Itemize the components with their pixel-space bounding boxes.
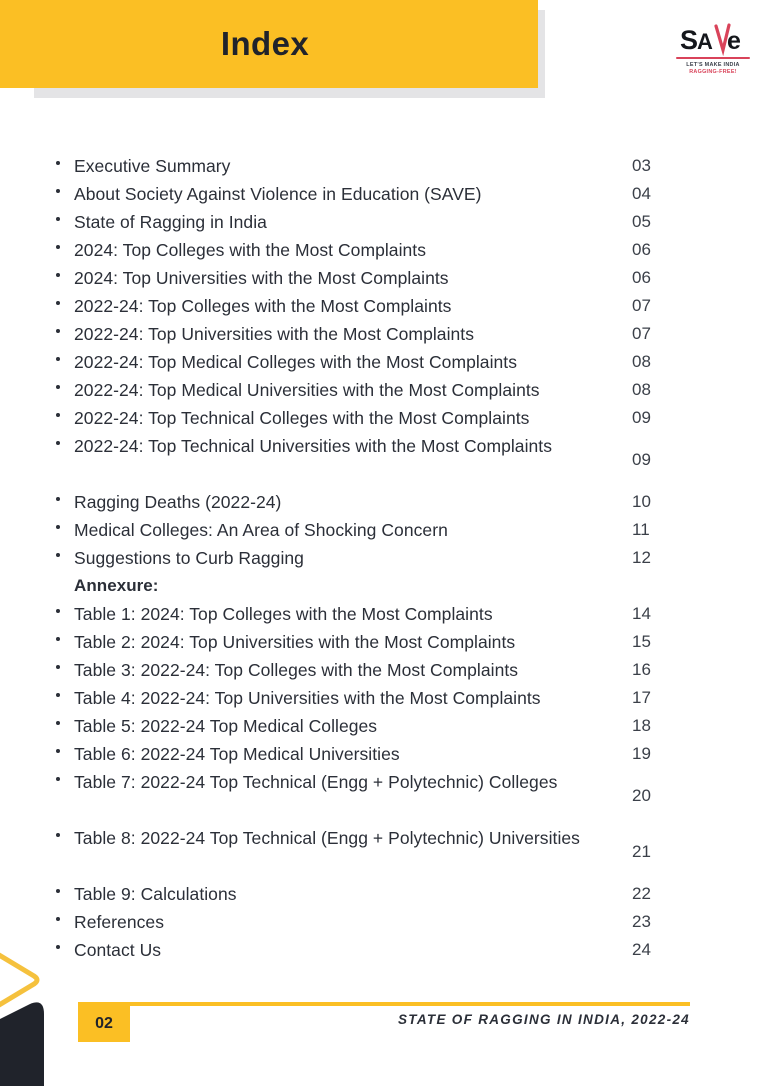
index-entry-page: 06 xyxy=(632,240,651,259)
page-number-badge: 02 xyxy=(78,1006,130,1042)
index-row[interactable] xyxy=(52,264,692,292)
bullet-icon xyxy=(52,880,74,893)
index-entry-page: 12 xyxy=(632,548,651,567)
bullet-dot-icon xyxy=(56,217,60,221)
index-row[interactable] xyxy=(52,684,692,712)
index-entry-page: 15 xyxy=(632,632,651,651)
index-entry-page: 03 xyxy=(632,156,651,175)
index-entry-page: 09 xyxy=(632,408,651,427)
bullet-dot-icon xyxy=(56,301,60,305)
bullet-dot-icon xyxy=(56,833,60,837)
index-entry-label: Table 3: 2022-24: Top Colleges with the Most Complaints xyxy=(74,660,519,680)
svg-text:A: A xyxy=(697,29,713,54)
index-row[interactable] xyxy=(52,320,692,348)
bullet-icon xyxy=(52,628,74,641)
index-row[interactable] xyxy=(52,600,692,628)
index-row[interactable] xyxy=(52,180,692,208)
bullet-icon xyxy=(52,208,74,221)
index-entry-label: Table 9: Calculations xyxy=(74,884,237,904)
bullet-icon xyxy=(52,180,74,193)
index-row[interactable] xyxy=(52,348,692,376)
logo-tagline-line1: LET'S MAKE INDIA xyxy=(686,62,740,68)
bullet-icon xyxy=(52,320,74,333)
header-banner xyxy=(0,0,538,88)
index-entry-page: 08 xyxy=(632,352,651,371)
index-row[interactable] xyxy=(52,824,692,880)
bullet-icon xyxy=(52,264,74,277)
index-entry-page: 07 xyxy=(632,324,651,343)
index-entry-page: 16 xyxy=(632,660,651,679)
index-row[interactable] xyxy=(52,908,692,936)
bullet-icon xyxy=(52,292,74,305)
index-row[interactable] xyxy=(52,152,692,180)
index-row[interactable] xyxy=(52,292,692,320)
index-row[interactable] xyxy=(52,712,692,740)
index-entry-page: 07 xyxy=(632,296,651,315)
bullet-dot-icon xyxy=(56,161,60,165)
bullet-dot-icon xyxy=(56,553,60,557)
index-entry-label: Table 8: 2022-24 Top Technical (Engg + Polytechnic) Universities xyxy=(74,828,580,848)
bullet-icon xyxy=(52,824,74,837)
index-entry-label: 2022-24: Top Universities with the Most Complaints xyxy=(74,324,475,344)
bullet-icon xyxy=(52,656,74,669)
bullet-icon xyxy=(52,712,74,725)
index-row[interactable] xyxy=(52,516,692,544)
index-entry-label: About Society Against Violence in Education (SAVE) xyxy=(74,184,482,204)
index-row[interactable] xyxy=(52,432,692,488)
index-entry-page: 08 xyxy=(632,380,651,399)
bullet-dot-icon xyxy=(56,637,60,641)
index-entry-label: Table 7: 2022-24 Top Technical (Engg + Polytechnic) Colleges xyxy=(74,772,558,792)
index-entry-label: 2022-24: Top Colleges with the Most Complaints xyxy=(74,296,452,316)
bullet-dot-icon xyxy=(56,721,60,725)
bullet-dot-icon xyxy=(56,497,60,501)
index-entry-label: 2024: Top Colleges with the Most Complaints xyxy=(74,240,427,260)
index-entry-page: 18 xyxy=(632,716,651,735)
bullet-icon xyxy=(52,600,74,613)
bullet-icon xyxy=(52,432,74,445)
index-row[interactable] xyxy=(52,376,692,404)
bullet-icon xyxy=(52,404,74,417)
bullet-dot-icon xyxy=(56,749,60,753)
bullet-icon xyxy=(52,572,74,581)
bullet-dot-icon xyxy=(56,525,60,529)
index-row[interactable] xyxy=(52,656,692,684)
index-row[interactable] xyxy=(52,544,692,572)
index-row[interactable] xyxy=(52,628,692,656)
index-section-heading[interactable] xyxy=(52,572,692,600)
logo-tagline-line2: RAGGING-FREE! xyxy=(689,69,737,75)
logo-underline xyxy=(676,57,750,59)
bullet-icon xyxy=(52,768,74,781)
index-entry-label: State of Ragging in India xyxy=(74,212,267,232)
bullet-dot-icon xyxy=(56,665,60,669)
bullet-dot-icon xyxy=(56,385,60,389)
index-entry-page: 24 xyxy=(632,940,651,959)
index-entry-label: 2024: Top Universities with the Most Complaints xyxy=(74,268,449,288)
index-entry-label: Table 5: 2022-24 Top Medical Colleges xyxy=(74,716,378,736)
index-entry-label: Contact Us xyxy=(74,940,162,960)
index-row[interactable] xyxy=(52,236,692,264)
index-entry-page: 17 xyxy=(632,688,651,707)
svg-text:S: S xyxy=(680,25,698,55)
index-entry-page: 19 xyxy=(632,744,651,763)
index-row[interactable] xyxy=(52,404,692,432)
index-entry-page: 21 xyxy=(632,842,651,861)
bullet-dot-icon xyxy=(56,273,60,277)
index-entry-page: 23 xyxy=(632,912,651,931)
page-title: Index xyxy=(220,25,310,62)
bullet-icon xyxy=(52,348,74,361)
bullet-dot-icon xyxy=(56,777,60,781)
bullet-icon xyxy=(52,684,74,697)
navy-shape-decoration xyxy=(0,1000,64,1086)
index-entry-label: Suggestions to Curb Ragging xyxy=(74,548,304,568)
index-row[interactable] xyxy=(52,208,692,236)
index-entry-label: References xyxy=(74,912,164,932)
bullet-dot-icon xyxy=(56,189,60,193)
svg-text:e: e xyxy=(727,27,741,55)
index-entry-label: Medical Colleges: An Area of Shocking Concern xyxy=(74,520,448,540)
bullet-icon xyxy=(52,544,74,557)
index-entry-page: 04 xyxy=(632,184,651,203)
bullet-icon xyxy=(52,488,74,501)
index-entry-label: Table 4: 2022-24: Top Universities with the Most Complaints xyxy=(74,688,541,708)
bullet-dot-icon xyxy=(56,693,60,697)
footer-divider xyxy=(78,1002,690,1006)
index-entry-page: 06 xyxy=(632,268,651,287)
index-entry-label: Table 2: 2024: Top Universities with the Most Complaints xyxy=(74,632,516,652)
index-entry-label: Executive Summary xyxy=(74,156,231,176)
index-entry-page: 22 xyxy=(632,884,651,903)
bullet-dot-icon xyxy=(56,609,60,613)
bullet-icon xyxy=(52,236,74,249)
index-entry-page: 05 xyxy=(632,212,651,231)
index-entry-label: Table 1: 2024: Top Colleges with the Most Complaints xyxy=(74,604,493,624)
bullet-dot-icon xyxy=(56,441,60,445)
index-entry-label: 2022-24: Top Technical Colleges with the Most Complaints xyxy=(74,408,530,428)
index-entry-label: 2022-24: Top Medical Universities with the Most Complaints xyxy=(74,380,540,400)
index-row[interactable] xyxy=(52,740,692,768)
save-logo-svg xyxy=(672,22,754,56)
bullet-icon xyxy=(52,516,74,529)
index-row[interactable] xyxy=(52,936,692,964)
index-entry-label: Table 6: 2022-24 Top Medical Universities xyxy=(74,744,400,764)
bullet-icon xyxy=(52,376,74,389)
index-entry-label: Ragging Deaths (2022-24) xyxy=(74,492,282,512)
bullet-icon xyxy=(52,152,74,165)
index-entry-page: 11 xyxy=(632,520,650,539)
index-entry-page: 10 xyxy=(632,492,651,511)
index-entry-page: 20 xyxy=(632,786,651,805)
index-entry-page: 09 xyxy=(632,450,651,469)
save-logo xyxy=(672,22,754,84)
bullet-dot-icon xyxy=(56,357,60,361)
bullet-dot-icon xyxy=(56,917,60,921)
index-entry-page: 14 xyxy=(632,604,651,623)
index-entry-label: 2022-24: Top Medical Colleges with the Most Complaints xyxy=(74,352,518,372)
save-wordmark-icon xyxy=(672,22,754,56)
index-row[interactable] xyxy=(52,768,692,824)
index-list xyxy=(52,152,692,964)
index-entry-label: 2022-24: Top Technical Universities with the Most Complaints xyxy=(74,436,553,456)
index-entry-label: Annexure: xyxy=(74,576,159,595)
index-row[interactable] xyxy=(52,488,692,516)
bullet-dot-icon xyxy=(56,889,60,893)
index-row[interactable] xyxy=(52,880,692,908)
bullet-icon xyxy=(52,908,74,921)
bullet-dot-icon xyxy=(56,413,60,417)
footer-document-title: STATE OF RAGGING IN INDIA, 2022-24 xyxy=(398,1012,690,1027)
bullet-dot-icon xyxy=(56,245,60,249)
bullet-dot-icon xyxy=(56,329,60,333)
bullet-icon xyxy=(52,740,74,753)
